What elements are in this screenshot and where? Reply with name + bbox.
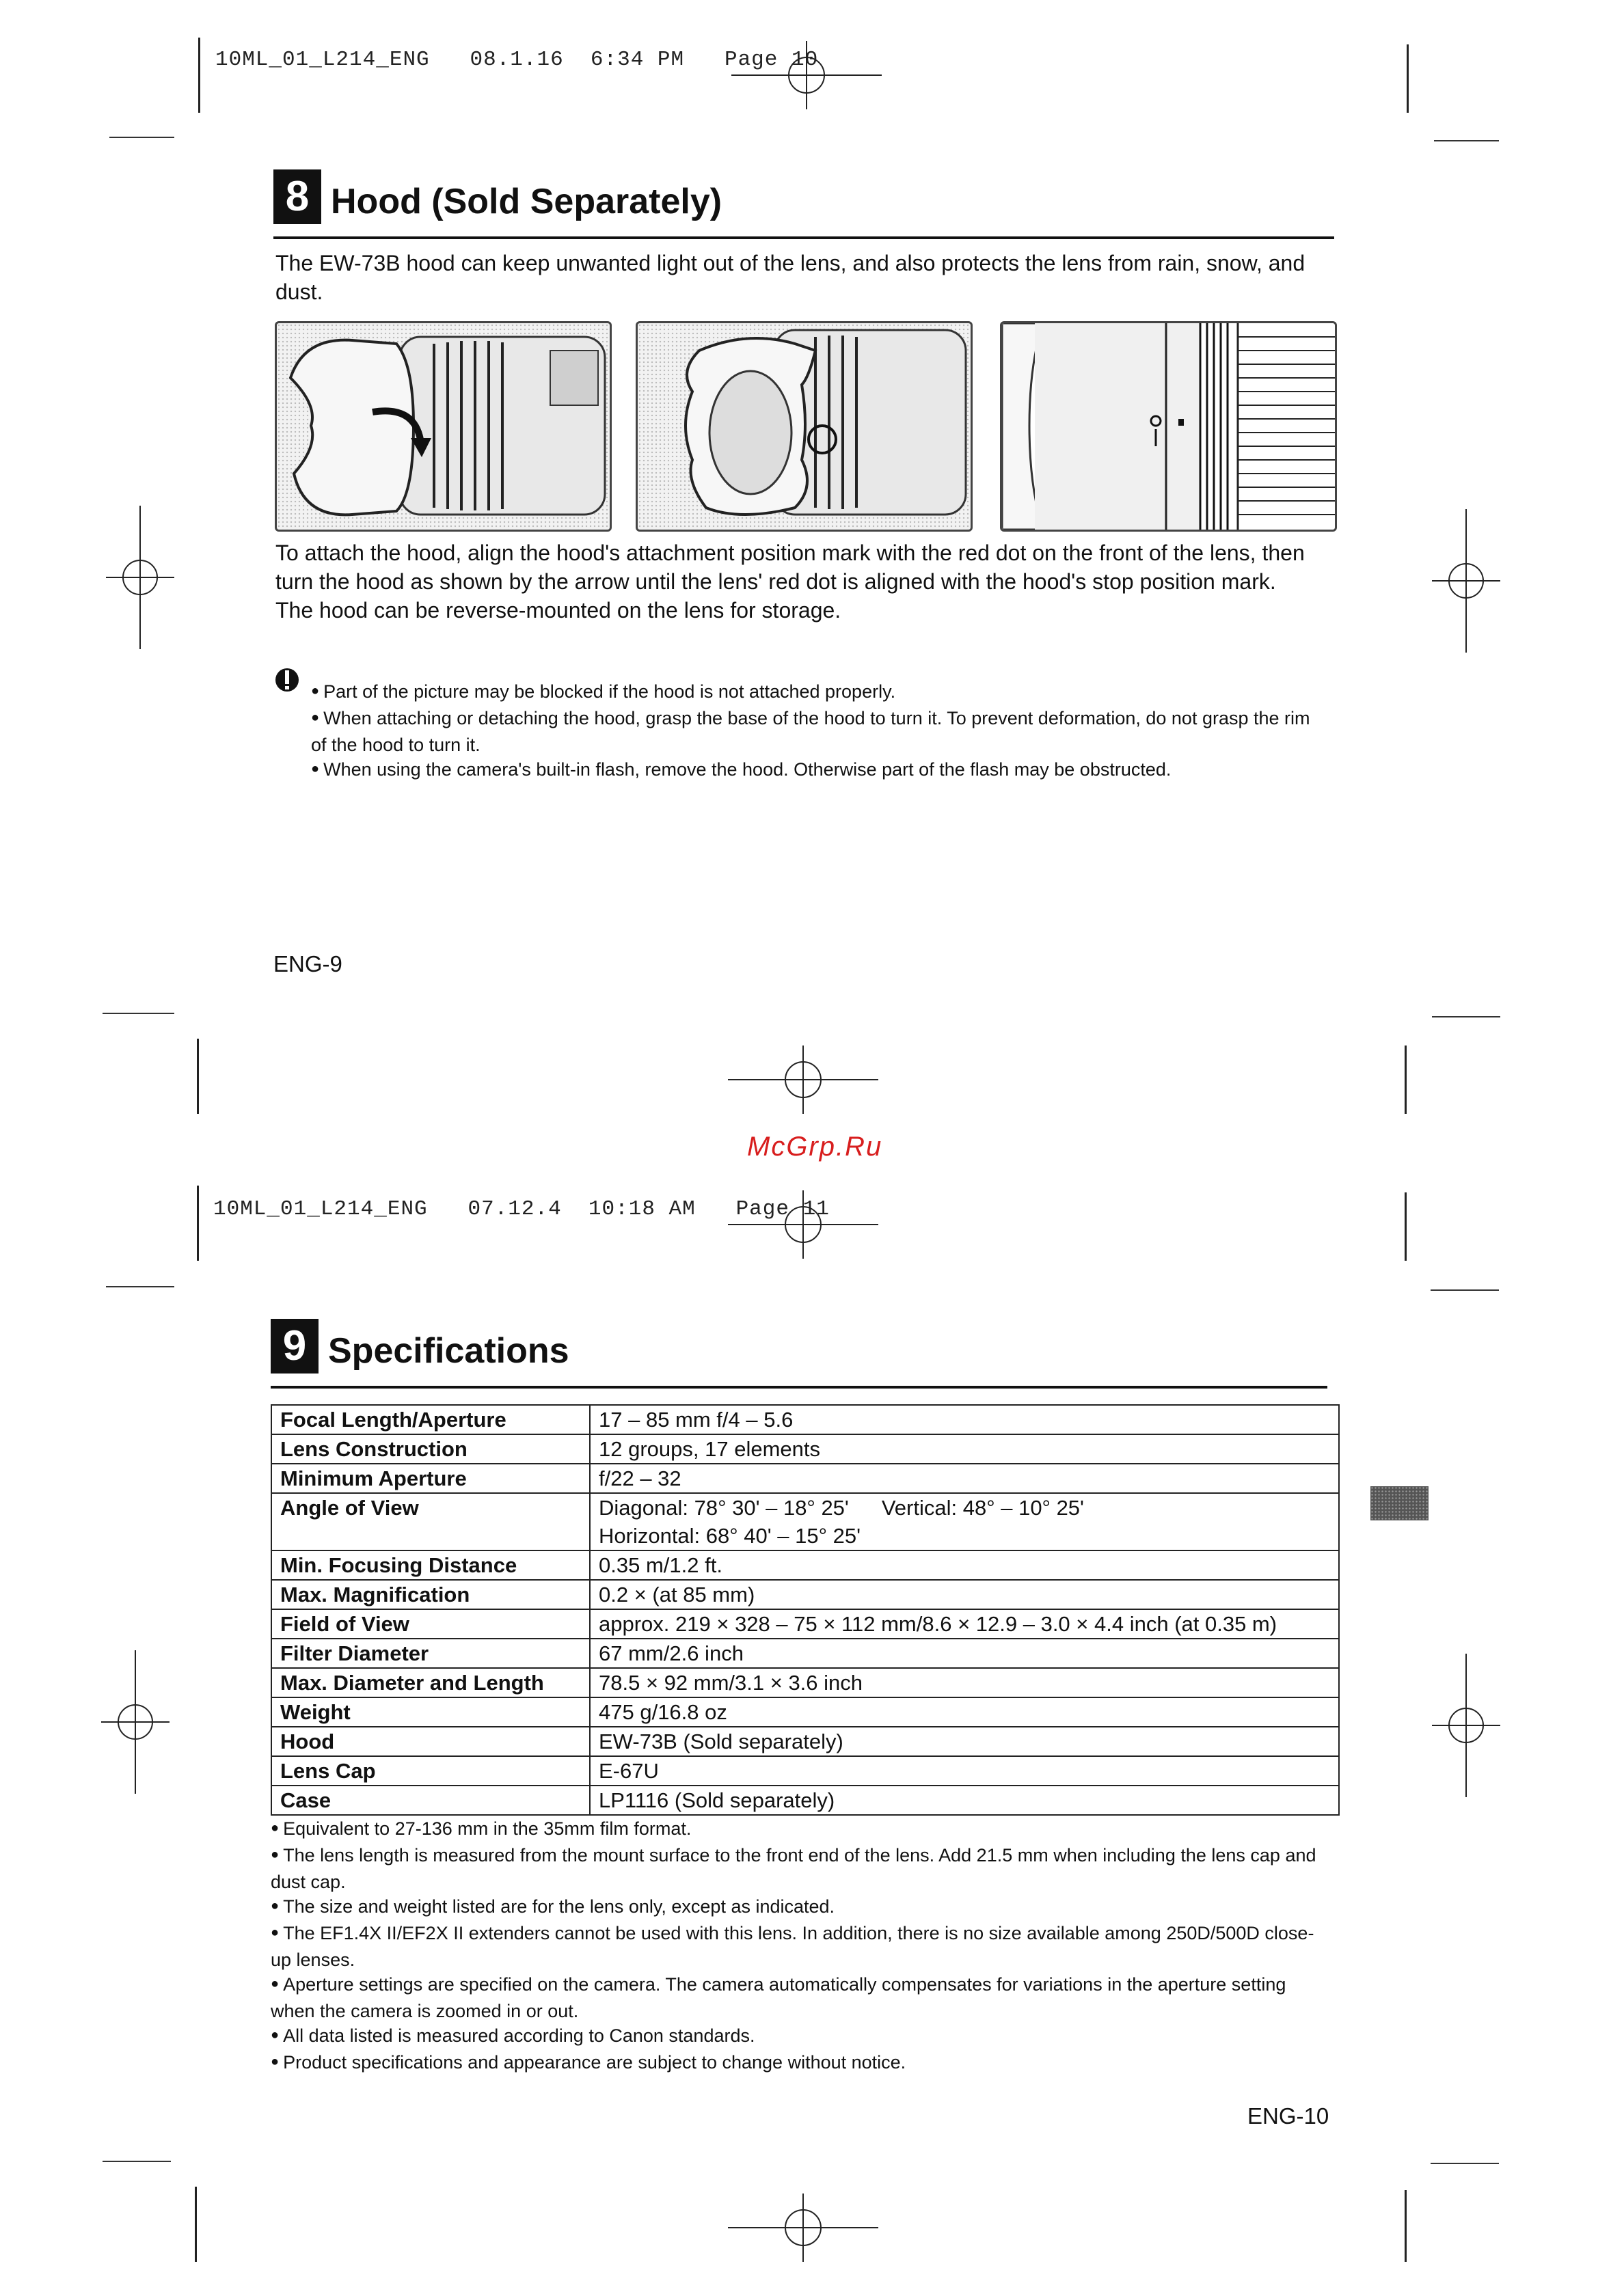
- attach-instructions-text: To attach the hood, align the hood's attachment position mark with the red dot on the front of the lens, then turn the hood as shown by the arrow until the lens' red dot is aligned with the hood's stop position mark.: [275, 541, 1305, 594]
- slug-date: 08.1.16: [470, 48, 564, 72]
- crop-mark-vertical: [197, 1039, 199, 1114]
- registration-mark-icon: [1432, 509, 1500, 653]
- crop-mark-horizontal: [109, 137, 174, 138]
- spec-label: Lens Construction: [271, 1434, 590, 1464]
- specifications-table: [271, 1404, 1340, 1816]
- spec-value: E-67U: [590, 1756, 1339, 1786]
- crop-mark-vertical: [197, 1186, 199, 1261]
- crop-mark-horizontal: [1432, 1016, 1500, 1017]
- section-number-badge: 8: [273, 169, 321, 224]
- angle-diagonal: Diagonal: 78° 30' – 18° 25': [599, 1496, 849, 1520]
- spec-value: 0.35 m/1.2 ft.: [590, 1550, 1339, 1580]
- crop-mark-horizontal: [1434, 140, 1499, 141]
- watermark: McGrp.Ru: [747, 1132, 883, 1162]
- spec-value: LP1116 (Sold separately): [590, 1786, 1339, 1815]
- spec-label: Lens Cap: [271, 1756, 590, 1786]
- hood-attach-figure: [275, 321, 612, 532]
- section-rule: [273, 236, 1334, 239]
- spec-label: Hood: [271, 1727, 590, 1756]
- section-8-heading: [273, 169, 722, 224]
- spec-label: Field of View: [271, 1609, 590, 1639]
- slug-page-number: 11: [802, 1197, 830, 1221]
- table-row: [271, 1668, 1339, 1697]
- table-row: [271, 1464, 1339, 1493]
- caution-item: ● When attaching or detaching the hood, grasp the base of the hood to turn it. To prevent deformation, do not grasp the rim of the hood to turn it.: [311, 706, 1329, 757]
- spec-label: Max. Diameter and Length: [271, 1668, 590, 1697]
- registration-mark-icon: [1432, 1654, 1500, 1797]
- table-row: [271, 1697, 1339, 1727]
- table-row: [271, 1727, 1339, 1756]
- registration-mark-icon: [101, 1650, 170, 1794]
- registration-mark-icon: [728, 2194, 878, 2262]
- slug-page-number: 10: [791, 48, 819, 72]
- section-number-badge: 9: [271, 1319, 319, 1374]
- section-rule: [271, 1386, 1327, 1389]
- hood-aligned-figure: [636, 321, 973, 532]
- spec-value-multiline: [590, 1493, 1339, 1550]
- note-item: ● The size and weight listed are for the lens only, except as indicated.: [271, 1894, 1323, 1921]
- registration-mark-icon: [731, 41, 882, 109]
- registration-mark-icon: [106, 506, 174, 649]
- spec-value: f/22 – 32: [590, 1464, 1339, 1493]
- slug-time: 10:18 AM: [588, 1197, 696, 1221]
- table-row: [271, 1434, 1339, 1464]
- note-item: ● Aperture settings are specified on the camera. The camera automatically compensates for variations in the aperture setting when the camera is zoomed in or out.: [271, 1972, 1323, 2023]
- spec-label: Filter Diameter: [271, 1639, 590, 1668]
- crop-mark-horizontal: [106, 1286, 174, 1287]
- section-9-heading: [271, 1319, 569, 1374]
- spec-value: 17 – 85 mm f/4 – 5.6: [590, 1405, 1339, 1434]
- reverse-mount-text: The hood can be reverse-mounted on the lens for storage.: [275, 598, 841, 623]
- slug-file: 10ML_01_L214_ENG: [215, 48, 430, 72]
- spec-label: Minimum Aperture: [271, 1464, 590, 1493]
- table-row: [271, 1405, 1339, 1434]
- spec-value: 67 mm/2.6 inch: [590, 1639, 1339, 1668]
- spec-value: approx. 219 × 328 – 75 × 112 mm/8.6 × 12.9 – 3.0 × 4.4 inch (at 0.35 m): [590, 1609, 1339, 1639]
- spec-label: Angle of View: [271, 1493, 590, 1550]
- hood-marks-figure: [1000, 321, 1337, 532]
- table-row: [271, 1580, 1339, 1609]
- caution-item: ● Part of the picture may be blocked if the hood is not attached properly.: [311, 679, 1329, 706]
- table-row: [271, 1756, 1339, 1786]
- caution-icon: [273, 666, 301, 694]
- hood-rotation-illustration: [277, 323, 610, 530]
- page-number-footer: ENG-10: [1247, 2103, 1329, 2129]
- angle-vertical: Vertical: 48° – 10° 25': [881, 1496, 1084, 1520]
- note-item: ● The EF1.4X II/EF2X II extenders cannot be used with this lens. In addition, there is no size available among 250D/500D close-up lenses.: [271, 1921, 1323, 1972]
- crop-mark-vertical: [198, 38, 200, 113]
- note-item: ● Equivalent to 27-136 mm in the 35mm film format.: [271, 1816, 1323, 1843]
- table-row: [271, 1493, 1339, 1550]
- crop-mark-horizontal: [103, 1013, 174, 1014]
- table-row: [271, 1550, 1339, 1580]
- slug-file: 10ML_01_L214_ENG: [213, 1197, 428, 1221]
- crop-mark-vertical: [1405, 1192, 1407, 1261]
- crop-mark-vertical: [1407, 44, 1409, 113]
- spec-value: EW-73B (Sold separately): [590, 1727, 1339, 1756]
- crop-mark-vertical: [1405, 2190, 1407, 2262]
- slug-page-label: Page: [724, 48, 779, 72]
- table-row: [271, 1609, 1339, 1639]
- spec-value: 475 g/16.8 oz: [590, 1697, 1339, 1727]
- slug-time: 6:34 PM: [590, 48, 685, 72]
- crop-mark-horizontal: [103, 2161, 171, 2162]
- hood-stop-mark-illustration: [1002, 323, 1335, 530]
- angle-horizontal: Horizontal: 68° 40' – 15° 25': [599, 1524, 861, 1548]
- angle-line-1: [599, 1494, 1330, 1522]
- spec-value: 78.5 × 92 mm/3.1 × 3.6 inch: [590, 1668, 1339, 1697]
- note-item: ● Product specifications and appearance are subject to change without notice.: [271, 2050, 1323, 2077]
- spec-label: Max. Magnification: [271, 1580, 590, 1609]
- crop-mark-vertical: [195, 2187, 197, 2262]
- spec-notes: [271, 1816, 1323, 2077]
- table-row: [271, 1786, 1339, 1815]
- note-item: ● The lens length is measured from the mount surface to the front end of the lens. Add 21.5 mm when including the lens cap and dust cap.: [271, 1843, 1323, 1894]
- section-title: Specifications: [328, 1330, 569, 1371]
- slug-page-label: Page: [735, 1197, 789, 1221]
- slug-date: 07.12.4: [468, 1197, 562, 1221]
- registration-mark-icon: [728, 1190, 878, 1259]
- crop-mark-horizontal: [1431, 2163, 1499, 2164]
- page-number-footer: ENG-9: [273, 951, 342, 976]
- caution-list: [311, 679, 1329, 784]
- print-slug: [215, 48, 818, 72]
- spec-label: Focal Length/Aperture: [271, 1405, 590, 1434]
- spec-value: 12 groups, 17 elements: [590, 1434, 1339, 1464]
- spec-label: Min. Focusing Distance: [271, 1550, 590, 1580]
- section-title: Hood (Sold Separately): [331, 181, 722, 221]
- spec-label: Case: [271, 1786, 590, 1815]
- hood-instructions: [275, 538, 1335, 625]
- hood-intro-text: The EW-73B hood can keep unwanted light out of the lens, and also protects the lens from rain, snow, and dust.: [275, 251, 1305, 304]
- caution-item: ● When using the camera's built-in flash, remove the hood. Otherwise part of the flash may be obstructed.: [311, 757, 1329, 784]
- spec-value: 0.2 × (at 85 mm): [590, 1580, 1339, 1609]
- crop-mark-horizontal: [1431, 1289, 1499, 1291]
- note-item: ● All data listed is measured according to Canon standards.: [271, 2023, 1323, 2050]
- crop-mark-vertical: [1405, 1046, 1407, 1114]
- section-tab-marker: [1370, 1486, 1429, 1520]
- hood-alignment-illustration: [638, 323, 971, 530]
- spec-label: Weight: [271, 1697, 590, 1727]
- registration-mark-icon: [728, 1046, 878, 1114]
- table-row: [271, 1639, 1339, 1668]
